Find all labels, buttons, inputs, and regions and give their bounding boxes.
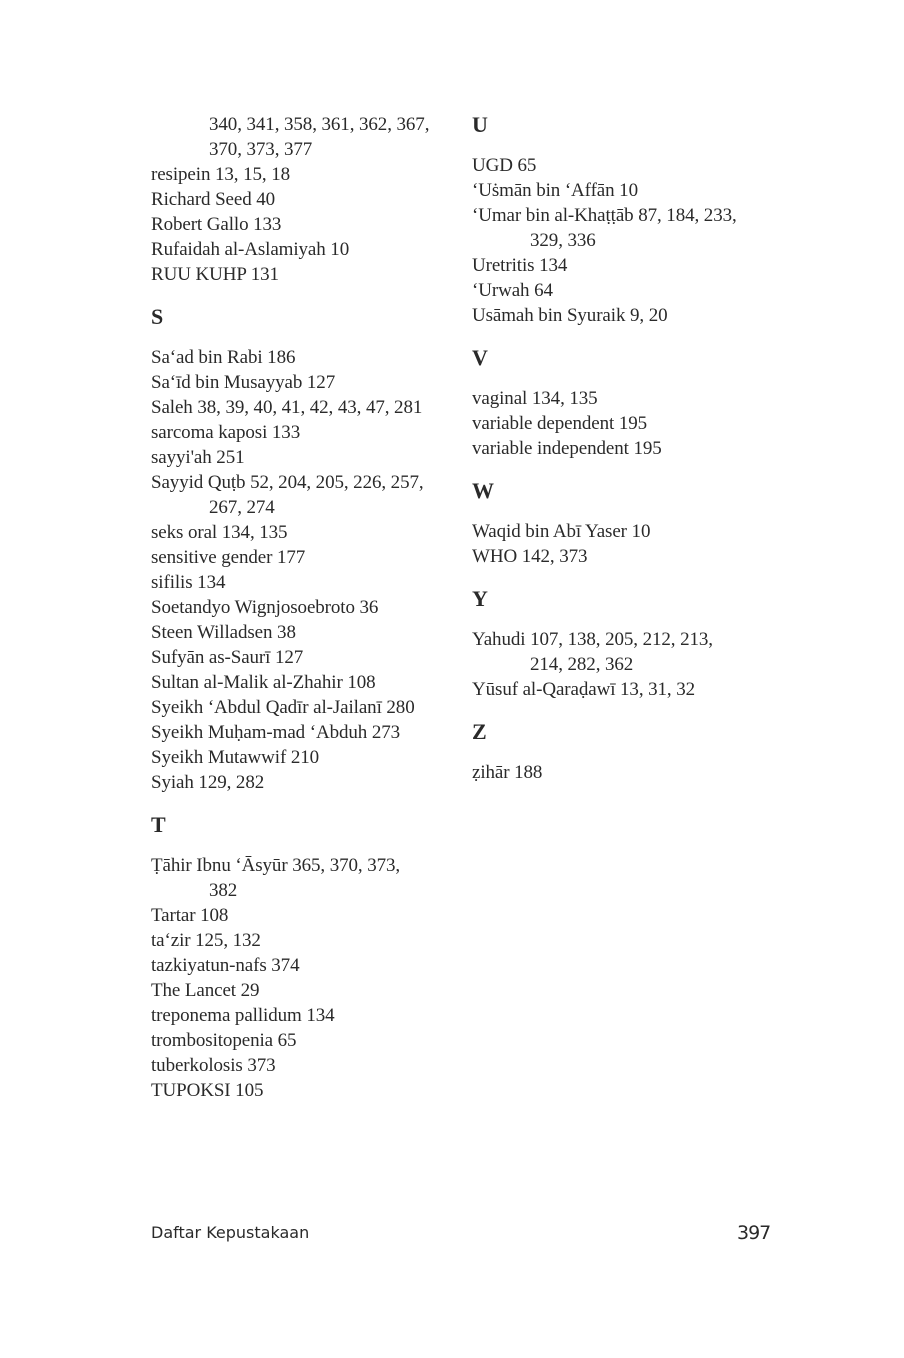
index-entry: Usāmah bin Syuraik 9, 20 <box>472 305 668 326</box>
index-entry: Sultan al-Malik al-Zhahir 108 <box>151 672 376 693</box>
index-entry: tazkiyatun-nafs 374 <box>151 955 300 976</box>
index-letter-heading: T <box>151 812 166 837</box>
index-entry: Syiah 129, 282 <box>151 772 265 793</box>
index-entry: sensitive gender 177 <box>151 547 306 568</box>
index-entry: seks oral 134, 135 <box>151 522 288 543</box>
index-entry: Steen Willadsen 38 <box>151 622 296 643</box>
index-entry: WHO 142, 373 <box>472 546 588 567</box>
index-entry: Soetandyo Wignjosoebroto 36 <box>151 597 379 618</box>
index-entry: Yahudi 107, 138, 205, 212, 213, <box>472 629 713 650</box>
index-entry: Tartar 108 <box>151 905 229 926</box>
index-entry: Ṭāhir Ibnu ‘Āsyūr 365, 370, 373, <box>151 855 401 876</box>
index-entry-continuation: 340, 341, 358, 361, 362, 367, <box>209 114 430 135</box>
index-letter-heading: V <box>472 345 488 370</box>
index-entry: Yūsuf al-Qaraḍawī 13, 31, 32 <box>472 679 696 700</box>
index-entry-continuation: 267, 274 <box>209 497 275 518</box>
index-entry: Saleh 38, 39, 40, 41, 42, 43, 47, 281 <box>151 397 423 418</box>
index-entry: ta‘zir 125, 132 <box>151 930 261 951</box>
index-entry: sifilis 134 <box>151 572 226 593</box>
index-entry-continuation: 214, 282, 362 <box>530 654 634 675</box>
index-entry: tuberkolosis 373 <box>151 1055 276 1076</box>
index-entry: Richard Seed 40 <box>151 189 276 210</box>
index-entry: variable independent 195 <box>472 438 662 459</box>
index-entry: ẓihār 188 <box>472 762 543 783</box>
index-entry: ‘Umar bin al-Khaṭṭāb 87, 184, 233, <box>472 205 737 226</box>
index-entry: Waqid bin Abī Yaser 10 <box>472 521 651 542</box>
index-entry: resipein 13, 15, 18 <box>151 164 290 185</box>
index-entry: TUPOKSI 105 <box>151 1080 264 1101</box>
index-entry: Rufaidah al-Aslamiyah 10 <box>151 239 350 260</box>
index-entry: The Lancet 29 <box>151 980 260 1001</box>
index-entry: Uretritis 134 <box>472 255 568 276</box>
index-letter-heading: W <box>472 478 494 503</box>
index-entry: Sa‘ad bin Rabi 186 <box>151 347 296 368</box>
index-entry: RUU KUHP 131 <box>151 264 279 285</box>
index-entry: Syeikh Mutawwif 210 <box>151 747 320 768</box>
index-entry: Sufyān as-Saurī 127 <box>151 647 304 668</box>
index-entry: ‘Urwah 64 <box>472 280 553 301</box>
footer-section-title: Daftar Kepustakaan <box>151 1223 310 1242</box>
index-letter-heading: Y <box>472 586 488 611</box>
index-entry-continuation: 382 <box>209 880 238 901</box>
index-entry-continuation: 370, 373, 377 <box>209 139 313 160</box>
index-letter-heading: U <box>472 112 488 137</box>
index-entry-continuation: 329, 336 <box>530 230 596 251</box>
index-letter-heading: S <box>151 304 164 329</box>
index-entry: Syeikh Muḥam-mad ‘Abduh 273 <box>151 722 401 743</box>
index-entry: Robert Gallo 133 <box>151 214 282 235</box>
index-entry: variable dependent 195 <box>472 413 648 434</box>
index-entry: Syeikh ‘Abdul Qadīr al-Jailanī 280 <box>151 697 415 718</box>
index-entry: sayyi'ah 251 <box>151 447 245 468</box>
index-entry: Sayyid Quṭb 52, 204, 205, 226, 257, <box>151 472 424 493</box>
index-entry: Sa‘īd bin Musayyab 127 <box>151 372 336 393</box>
index-entry: UGD 65 <box>472 155 537 176</box>
index-entry: sarcoma kaposi 133 <box>151 422 301 443</box>
index-entry: trombositopenia 65 <box>151 1030 297 1051</box>
index-entry: ‘Uṡmān bin ‘Affān 10 <box>472 180 638 201</box>
index-left-column <box>151 112 451 1103</box>
index-entry: vaginal 134, 135 <box>472 388 598 409</box>
index-right-column <box>472 112 782 785</box>
index-letter-heading: Z <box>472 719 487 744</box>
index-entry: treponema pallidum 134 <box>151 1005 335 1026</box>
page-number: 397 <box>737 1222 771 1244</box>
